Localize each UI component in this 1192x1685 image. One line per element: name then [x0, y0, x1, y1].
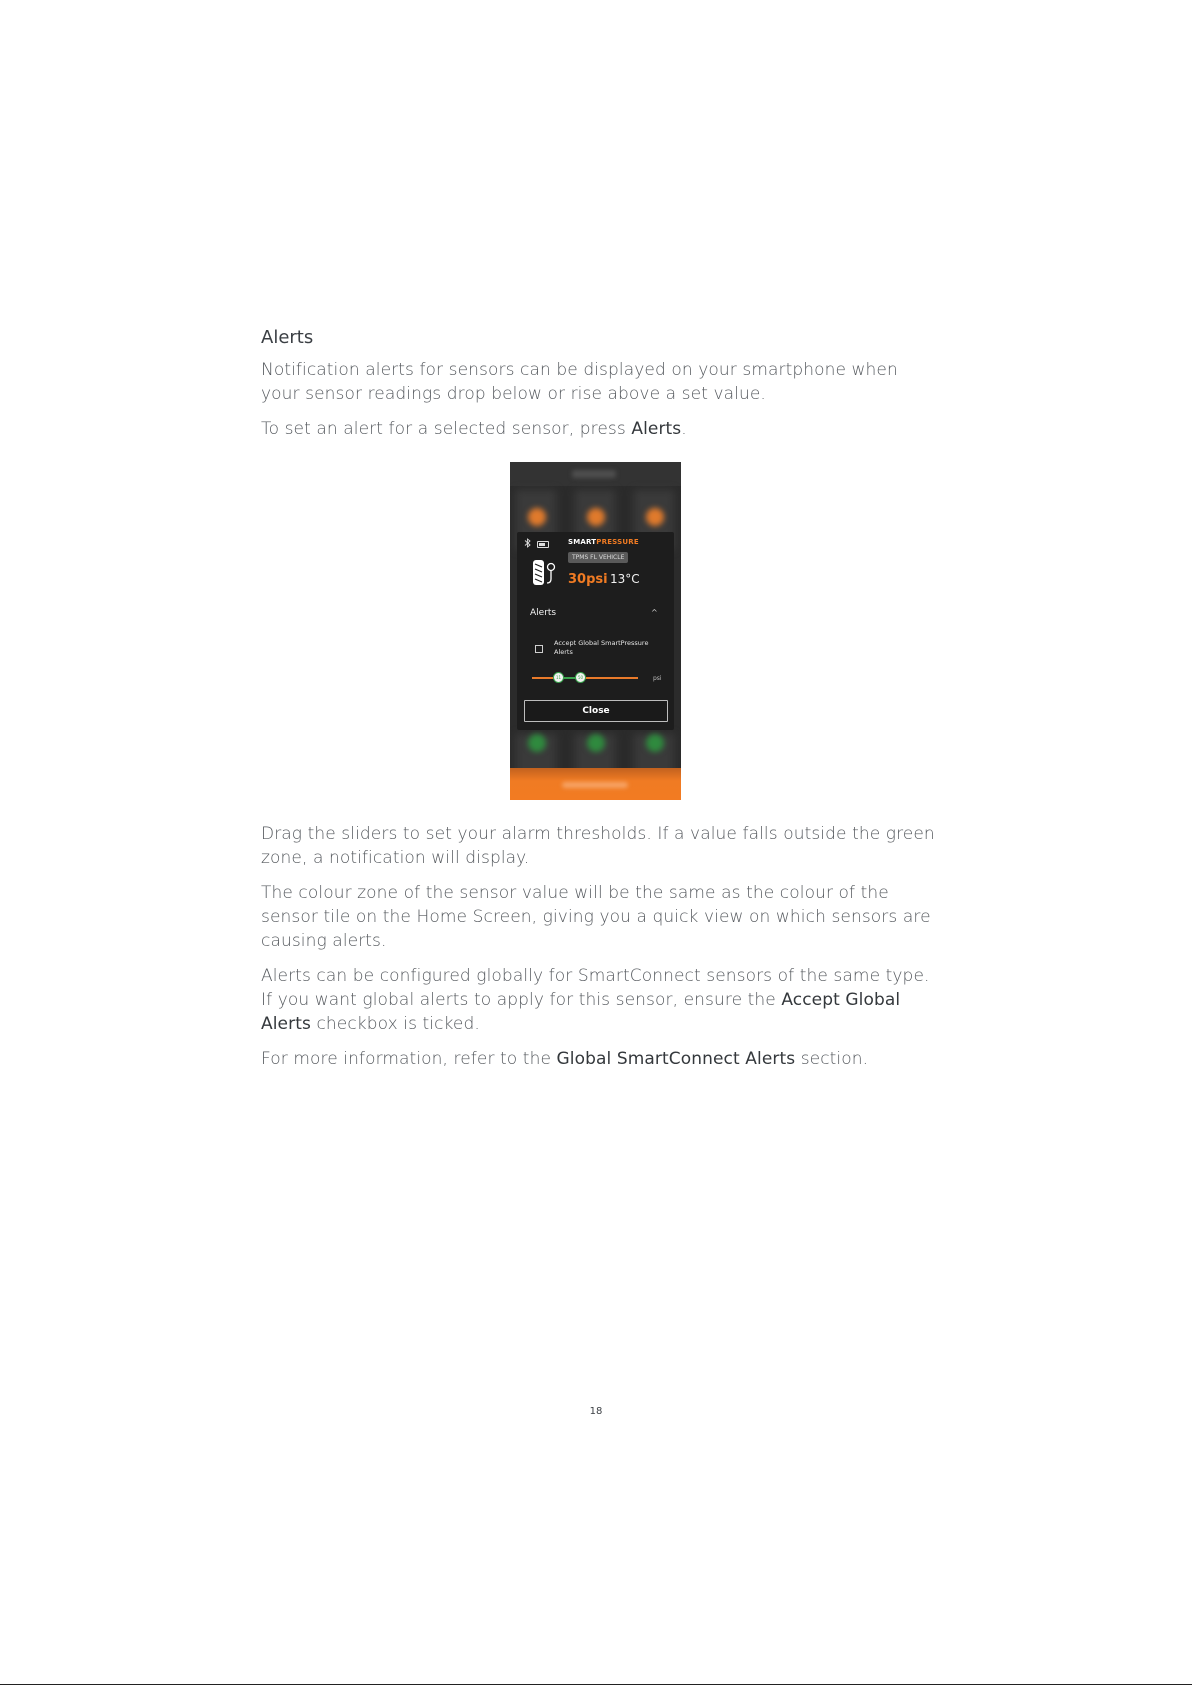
alerts-explanation: [261, 822, 941, 1082]
checkbox-label: Accept Global SmartPressure Alerts: [554, 639, 649, 656]
sensor-name-chip: TPMS FL VEHICLE: [568, 552, 628, 563]
brand-logo: SMARTPRESSURE: [568, 538, 639, 546]
page-number: 18: [589, 1406, 603, 1417]
app-top-bar: [510, 462, 681, 486]
instruction-suffix: .: [681, 419, 687, 439]
close-button[interactable]: Close: [524, 700, 668, 722]
section-heading: Alerts: [261, 327, 314, 348]
instruction-paragraph: [261, 417, 941, 441]
accept-global-alerts-checkbox[interactable]: [535, 645, 543, 653]
sensor-alerts-modal: [517, 532, 674, 730]
colour-zone-paragraph: The colour zone of the sensor value will be the same as the colour of the sensor tile on the Home Screen, giving you a quick view on which sensors are causing alerts.: [261, 883, 931, 951]
blurred-button-text: [562, 782, 628, 788]
accept-global-alerts-term: Accept Global Alerts: [261, 990, 901, 1034]
instruction-bold: Alerts: [631, 419, 682, 439]
pressure-reading: 30psi: [568, 572, 608, 587]
battery-icon: [537, 541, 549, 548]
app-bottom-bar: [510, 768, 681, 800]
more-info-paragraph: For more information, refer to the Global SmartConnect Alerts section.: [261, 1049, 869, 1069]
tile-status-dot: [587, 734, 605, 752]
intro-paragraph: Notification alerts for sensors can be displayed on your smartphone when your sensor readings drop below or rise above a set value.: [261, 360, 898, 404]
tyre-sensor-icon: [532, 559, 558, 587]
temperature-reading: 13°C: [610, 572, 640, 586]
tile-status-dot: [528, 508, 546, 526]
slider-paragraph: Drag the sliders to set your alarm thresholds. If a value falls outside the green zone, a notification will display.: [261, 824, 935, 868]
blurred-logo: [572, 470, 616, 478]
alerts-section: [261, 326, 941, 452]
tile-status-dot: [646, 734, 664, 752]
tile-status-dot: [646, 508, 664, 526]
tile-status-dot: [528, 734, 546, 752]
slider-unit: psi: [653, 675, 662, 682]
high-threshold-knob[interactable]: 50: [575, 672, 586, 683]
global-smartconnect-alerts-reference: Global SmartConnect Alerts: [556, 1049, 796, 1069]
alerts-panel-title: Alerts: [530, 608, 557, 618]
app-screenshot: [510, 462, 681, 800]
chevron-up-icon[interactable]: ^: [651, 608, 658, 617]
bluetooth-icon: [524, 538, 532, 548]
tile-status-dot: [587, 508, 605, 526]
global-alerts-paragraph: Alerts can be configured globally for SmartConnect sensors of the same type. If you want global alerts to apply for this sensor, ensure the Accept Global Alerts checkbox is ticked.: [261, 966, 930, 1034]
low-threshold-knob[interactable]: 11: [553, 672, 564, 683]
instruction-prefix: To set an alert for a selected sensor, press: [261, 419, 632, 439]
